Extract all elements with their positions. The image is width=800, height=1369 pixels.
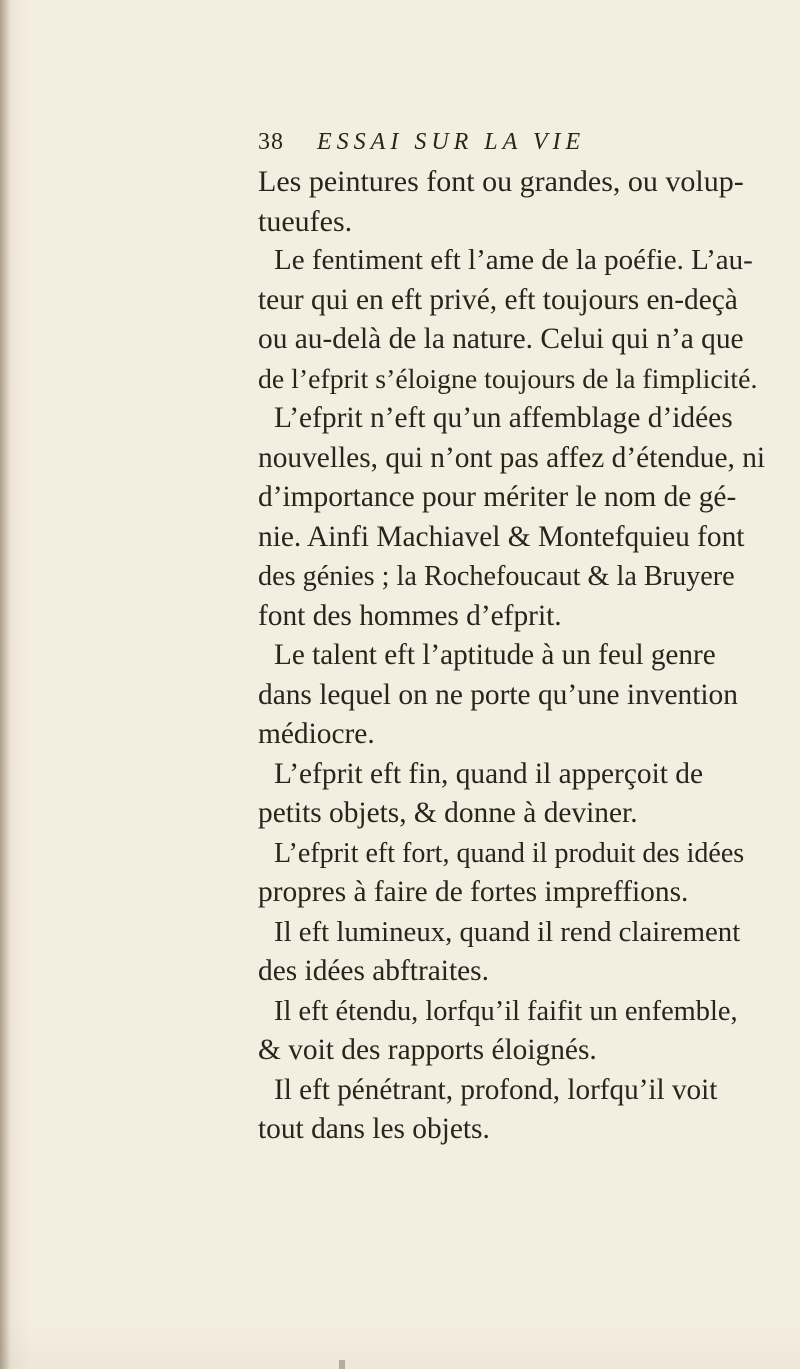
text-line: des idées abftraites. (258, 955, 489, 987)
running-head (258, 122, 698, 162)
text-line: Il eft étendu, lorfqu’il faifit un enfemble, (274, 995, 738, 1027)
text-line: ou au-delà de la nature. Celui qui n’a que (258, 323, 744, 355)
text-line: propres à faire de fortes impreffions. (258, 876, 689, 908)
text-line: L’efprit eft fort, quand il produit des idées (274, 837, 745, 869)
text-line: nouvelles, qui n’ont pas affez d’étendue, ni (258, 441, 766, 474)
page-gutter-shadow (0, 0, 10, 1369)
text-line: d’importance pour mériter le nom de gé- (258, 481, 737, 513)
text-line: L’efprit eft fin, quand il apperçoit de (274, 757, 704, 790)
running-title: ESSAI SUR LA VIE (317, 129, 586, 155)
text-line: médiocre. (258, 718, 375, 750)
text-line: tout dans les objets. (258, 1113, 490, 1145)
text-line: dans lequel on ne porte qu’une invention (258, 678, 738, 711)
text-line: Il eft pénétrant, profond, lorfqu’il voit (274, 1073, 718, 1106)
paper-blemish (339, 1360, 345, 1369)
text-line: petits objets, & donne à deviner. (258, 797, 638, 829)
text-line: font des hommes d’efprit. (258, 599, 562, 632)
text-line: de l’efprit s’éloigne toujours de la fimplicité. (258, 363, 758, 395)
text-line: & voit des rapports éloignés. (258, 1034, 597, 1066)
text-line: nie. Ainfi Machiavel & Montefquieu font (258, 520, 745, 553)
text-line: Le talent eft l’aptitude à un feul genre (274, 639, 716, 671)
text-line: L’efprit n’eft qu’un affemblage d’idées (274, 402, 733, 434)
text-line: tueufes. (258, 204, 353, 238)
page-number: 38 (258, 129, 284, 155)
text-line: teur qui en eft privé, eft toujours en-deçà (258, 283, 738, 316)
text-line: Les peintures font ou grandes, ou volup- (258, 165, 744, 198)
text-line: Le fentiment eft l’ame de la poéfie. L’au- (274, 244, 753, 276)
text-line: Il eft lumineux, quand il rend clairement (274, 915, 741, 948)
text-line: des génies ; la Rochefoucaut & la Bruyere (258, 561, 735, 592)
body-text (258, 162, 766, 1150)
